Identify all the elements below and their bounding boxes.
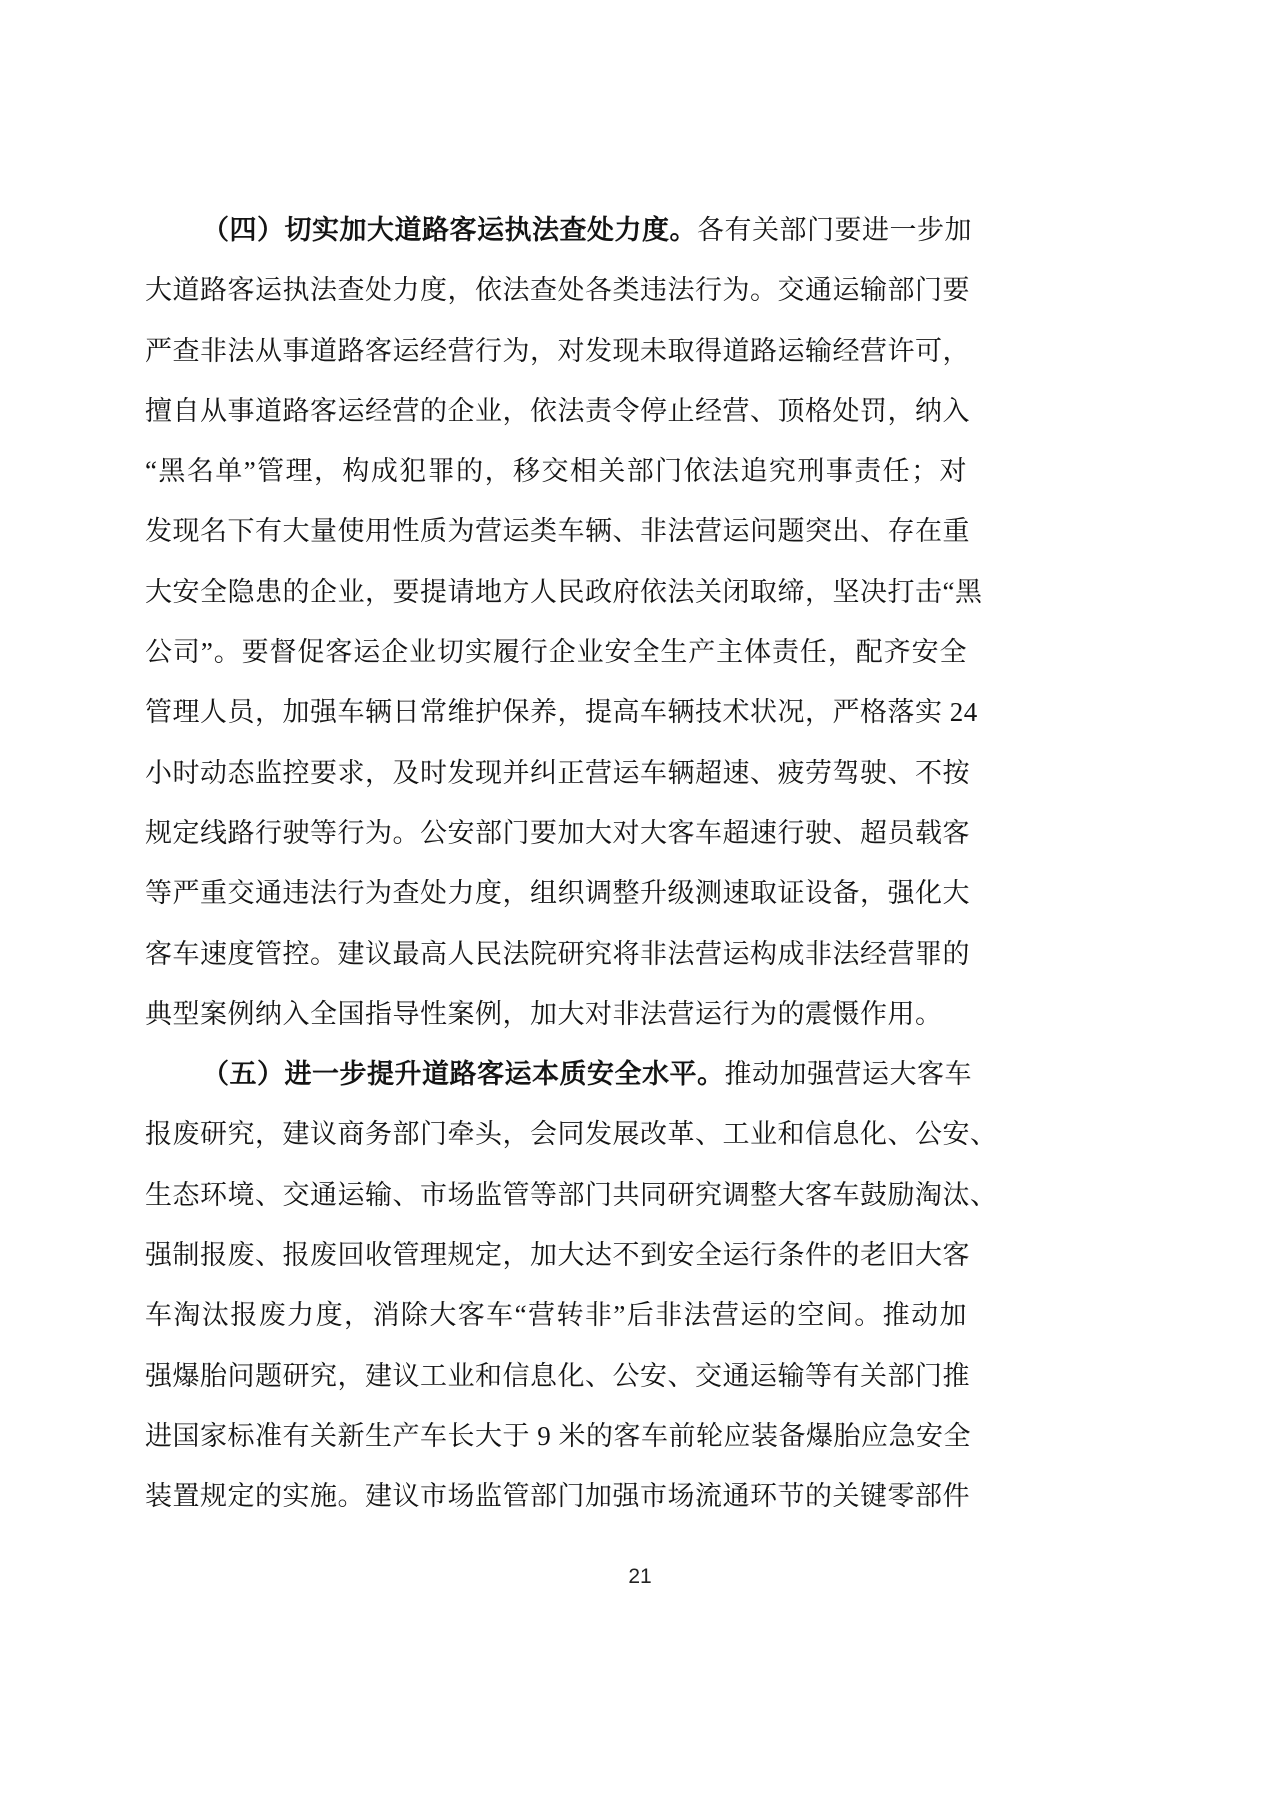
paragraph-heading: （五）进一步提升道路客运本质安全水平。	[202, 1059, 725, 1090]
text-line	[145, 381, 970, 441]
text-line	[145, 1346, 970, 1406]
line-text: 典型案例纳入全国指导性案例，加大对非法营运行为的震慑作用。	[145, 998, 943, 1029]
text-line	[145, 743, 970, 803]
text-line	[145, 1225, 970, 1285]
line-text: 生态环境、交通运输、市场监管等部门共同研究调整大客车鼓励淘汰、	[145, 1179, 998, 1210]
line-text: “黑名单”管理，构成犯罪的，移交相关部门依法追究刑事责任；对	[145, 456, 967, 487]
text-line	[145, 562, 983, 622]
line-text: 强爆胎问题研究，建议工业和信息化、公安、交通运输等有关部门推	[145, 1360, 970, 1391]
line-text: 大道路客运执法查处力度，依法查处各类违法行为。交通运输部门要	[145, 275, 970, 306]
line-text: 发现名下有大量使用性质为营运类车辆、非法营运问题突出、存在重	[145, 516, 970, 547]
line-text: 装置规定的实施。建议市场监管部门加强市场流通环节的关键零部件	[145, 1481, 970, 1512]
line-text: 等严重交通违法行为查处力度，组织调整升级测速取证设备，强化大	[145, 878, 970, 909]
text-line	[145, 321, 970, 381]
line-text: 推动加强营运大客车	[724, 1059, 972, 1090]
line-text: 大安全隐患的企业，要提请地方人民政府依法关闭取缔，坚决打击“黑	[145, 576, 983, 607]
text-line	[145, 1466, 970, 1526]
line-text: 公司”。要督促客运企业切实履行企业安全生产主体责任，配齐安全	[145, 637, 967, 668]
text-line	[145, 441, 967, 501]
line-text: 小时动态监控要求，及时发现并纠正营运车辆超速、疲劳驾驶、不按	[145, 757, 970, 788]
paragraph-heading: （四）切实加大道路客运执法查处力度。	[202, 215, 697, 245]
text-line	[145, 200, 972, 260]
text-line	[145, 501, 970, 561]
text-line	[145, 1104, 998, 1164]
text-line	[145, 1165, 998, 1225]
line-text: 擅自从事道路客运经营的企业，依法责令停止经营、顶格处罚，纳入	[145, 395, 970, 426]
text-line	[145, 622, 967, 682]
line-text: 进国家标准有关新生产车长大于 9 米的客车前轮应装备爆胎应急安全	[145, 1420, 971, 1451]
line-text: 强制报废、报废回收管理规定，加大达不到安全运行条件的老旧大客	[145, 1240, 970, 1271]
line-text: 严查非法从事道路客运经营行为，对发现未取得道路运输经营许可，	[145, 335, 970, 366]
line-text: 车淘汰报废力度，消除大客车“营转非”后非法营运的空间。推动加	[145, 1300, 967, 1331]
document-body	[145, 200, 998, 1527]
line-text: 各有关部门要进一步加	[697, 215, 972, 245]
line-text: 规定线路行驶等行为。公安部门要加大对大客车超速行驶、超员载客	[145, 817, 970, 848]
text-line	[145, 1044, 972, 1104]
line-text: 报废研究，建议商务部门牵头，会同发展改革、工业和信息化、公安、	[145, 1119, 998, 1150]
text-line	[145, 260, 970, 320]
page-number: 21	[628, 1565, 652, 1588]
text-line	[145, 984, 967, 1044]
text-line	[145, 1285, 967, 1345]
text-line	[145, 863, 970, 923]
line-text: 客车速度管控。建议最高人民法院研究将非法营运构成非法经营罪的	[145, 938, 970, 969]
text-line	[145, 924, 970, 984]
line-text: 管理人员，加强车辆日常维护保养，提高车辆技术状况，严格落实 24	[145, 697, 978, 728]
text-line	[145, 682, 978, 742]
text-line	[145, 803, 970, 863]
text-line	[145, 1406, 971, 1466]
